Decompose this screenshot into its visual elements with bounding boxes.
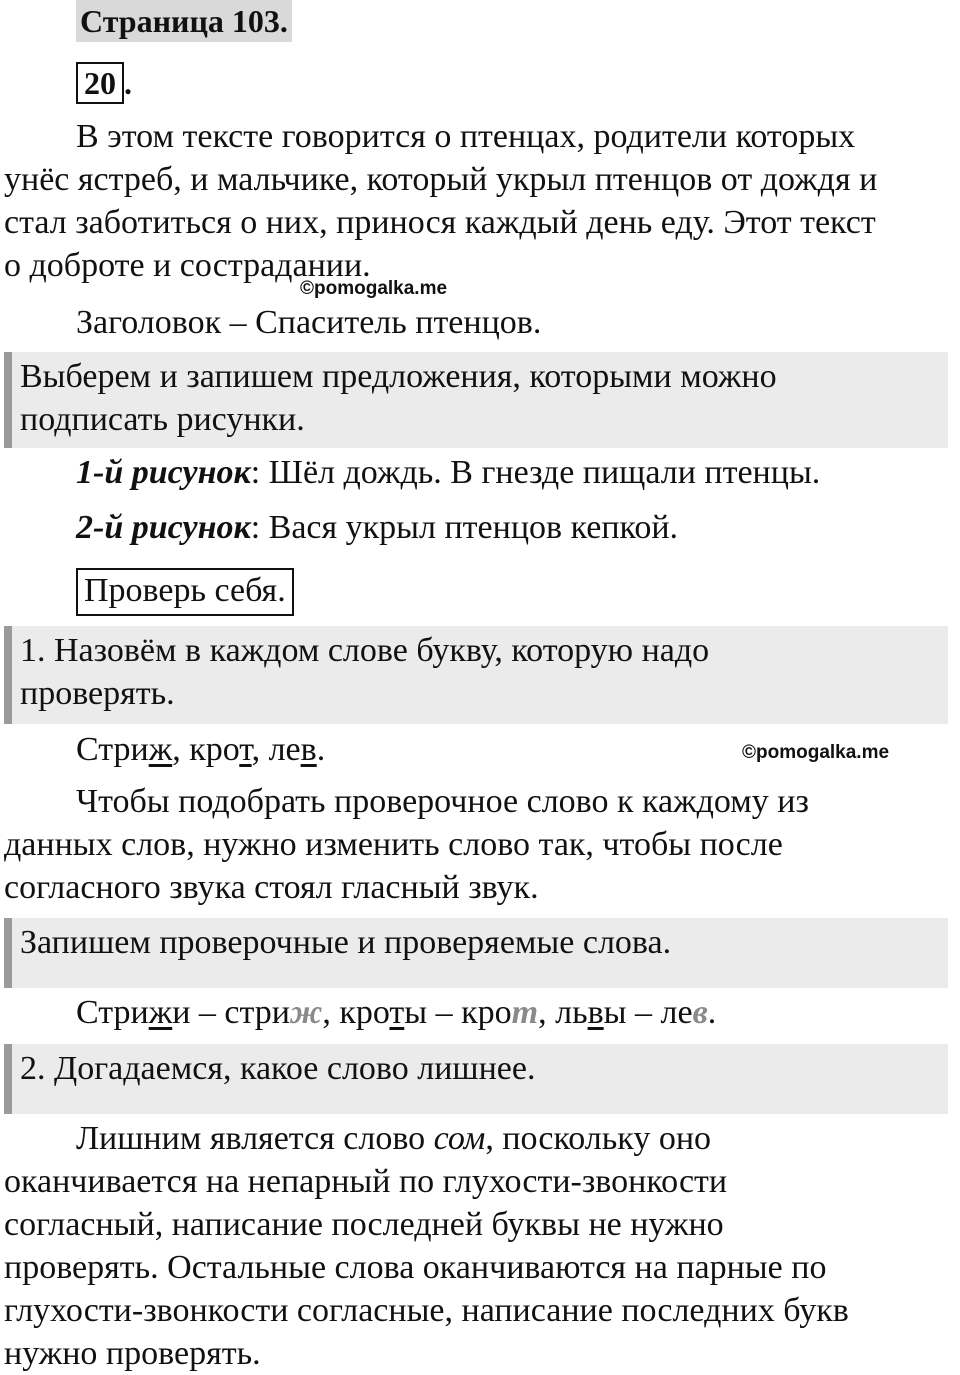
instruction-1-line-2: подписать рисунки. — [20, 401, 305, 438]
pair-part: ы – кро — [404, 994, 512, 1031]
watermark: ©pomogalka.me — [742, 742, 890, 763]
task-number-box: 20 — [76, 62, 124, 104]
picture-2-sep: : — [250, 509, 269, 546]
para2-line-2: данных слов, нужно изменить слово так, чтобы после — [4, 826, 783, 863]
checked-letter: ж — [289, 994, 323, 1031]
checked-letter: в — [692, 994, 708, 1031]
para2-line-3: согласного звука стоял гласный звук. — [4, 869, 539, 906]
task-number — [76, 62, 132, 104]
picture-1-sep: : — [250, 454, 269, 491]
underlined-letter: в — [300, 731, 317, 768]
pair-part: и – стри — [172, 994, 290, 1031]
instruction-block-3 — [4, 918, 948, 988]
para2-line-1: Чтобы подобрать проверочное слово к каждому из — [76, 783, 809, 820]
picture-1-caption — [76, 452, 820, 494]
para3-part: Лишним является слово — [76, 1120, 434, 1157]
intro-line-2: унёс ястреб, и мальчике, который укрыл птенцов от дождя и — [4, 161, 878, 198]
para3-line-6: нужно проверять. — [4, 1335, 261, 1372]
pair-part: Стри — [76, 994, 149, 1031]
pair-part: . — [707, 994, 717, 1031]
underlined-letter: т — [389, 994, 405, 1031]
picture-2-caption — [76, 507, 678, 549]
instruction-2-line-2: проверять. — [20, 675, 175, 712]
title-line: Заголовок – Спаситель птенцов. — [76, 304, 542, 341]
pair-part: ы – ле — [603, 994, 693, 1031]
instruction-block-1 — [4, 352, 948, 448]
para3-part: , поскольку оно — [485, 1120, 712, 1157]
picture-1-text: Шёл дождь. В гнезде пищали птенцы. — [268, 454, 821, 491]
watermark: ©pomogalka.me — [300, 278, 448, 299]
instruction-3-text: Запишем проверочные и проверяемые слова. — [20, 924, 672, 961]
intro-line-3: стал заботиться о них, принося каждый день еду. Этот текст — [4, 204, 876, 241]
word-part: , ле — [251, 731, 301, 768]
task-number-dot: . — [124, 65, 132, 101]
para3-line-2: оканчивается на непарный по глухости-звонкости — [4, 1163, 728, 1200]
intro-line-4: о доброте и сострадании. — [4, 247, 371, 284]
check-yourself-box: Проверь себя. — [76, 568, 294, 616]
intro-line-1: В этом тексте говорится о птенцах, родители которых — [76, 118, 856, 155]
word-pairs-line — [76, 992, 716, 1034]
instruction-4-text: 2. Догадаемся, какое слово лишнее. — [20, 1050, 536, 1087]
word-part: . — [316, 731, 326, 768]
word-part: , кро — [172, 731, 240, 768]
italic-word: сом — [433, 1120, 486, 1157]
underlined-letter: т — [239, 731, 252, 768]
words-line — [76, 729, 325, 771]
instruction-1-line-1: Выберем и запишем предложения, которыми можно — [20, 358, 777, 395]
para3-line-5: глухости-звонкости согласные, написание последних букв — [4, 1292, 849, 1329]
pair-part: , ль — [538, 994, 588, 1031]
instruction-block-4 — [4, 1044, 948, 1114]
picture-2-label: 2-й рисунок — [76, 509, 251, 546]
checked-letter: т — [511, 994, 539, 1031]
para3-line-4: проверять. Остальные слова оканчиваются на парные по — [4, 1249, 827, 1286]
underlined-letter: ж — [148, 994, 173, 1031]
underlined-letter: в — [587, 994, 604, 1031]
instruction-block-2 — [4, 626, 948, 724]
para3-line-1 — [76, 1118, 711, 1160]
instruction-2-line-1: 1. Назовём в каждом слове букву, которую надо — [20, 632, 710, 669]
picture-2-text: Вася укрыл птенцов кепкой. — [268, 509, 679, 546]
para3-line-3: согласный, написание последней буквы не нужно — [4, 1206, 724, 1243]
page-title: Страница 103. — [76, 0, 292, 42]
pair-part: , кро — [322, 994, 390, 1031]
picture-1-label: 1-й рисунок — [76, 454, 251, 491]
word-part: Стри — [76, 731, 149, 768]
underlined-letter: ж — [148, 731, 173, 768]
